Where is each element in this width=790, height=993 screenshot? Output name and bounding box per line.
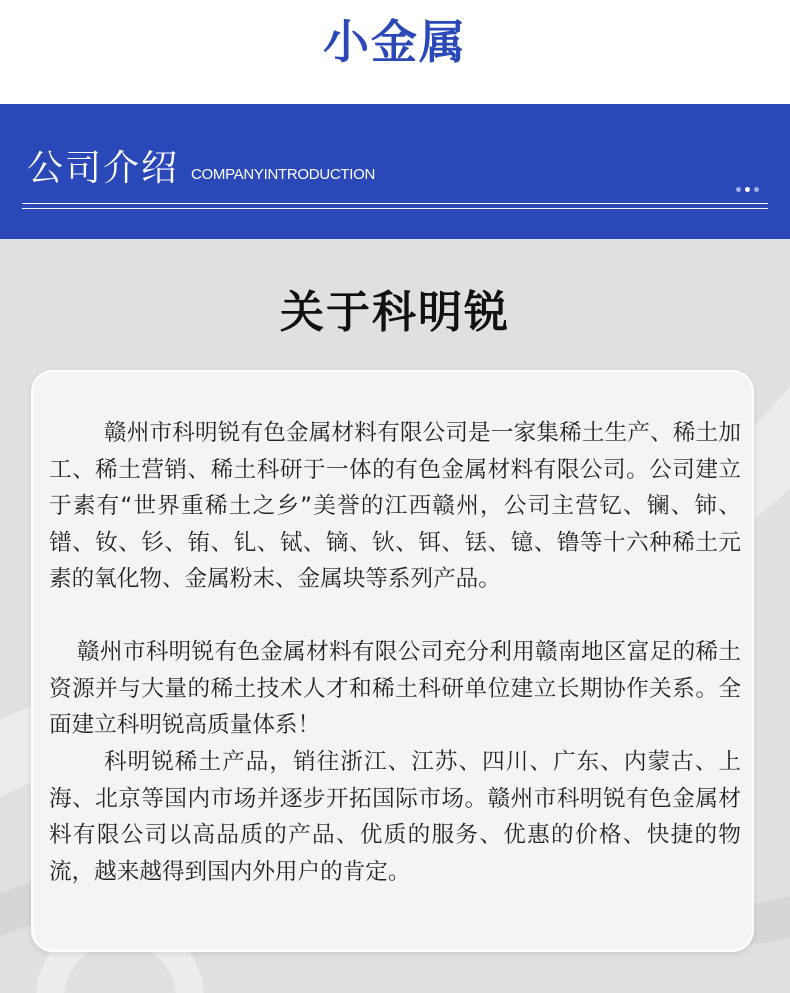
intro-paragraph: 赣州市科明锐有色金属材料有限公司是一家集稀土生产、稀土加工、稀土营销、稀土科研于一体的有色金属材料有限公司。公司建立于素有“世界重稀土之乡”美誉的江西赣州，公司主营钇、镧、铈、镨、钕、钐、铕、钆、铽、镝、钬、铒、铥、镱、镥等十六种稀土元素的氧化物、金属粉末、金属块等系列产品。 [49, 420, 741, 593]
intro-paragraph: 科明锐稀土产品，销往浙江、江苏、四川、广东、内蒙古、上海、北京等国内市场并逐步开拓国际市场。赣州市科明锐有色金属材料有限公司以高品质的产品、优质的服务、优惠的价格、快捷的物流，越来越得到国内外用户的肯定。 [49, 749, 741, 885]
page-title: 小金属 [323, 15, 467, 69]
banner-dots-decoration [736, 187, 759, 192]
banner-title-cn: 公司介绍 [27, 148, 180, 189]
banner-divider [22, 203, 768, 209]
section-heading: 关于科明锐 [280, 287, 510, 338]
intro-paragraph: 赣州市科明锐有色金属材料有限公司充分利用赣南地区富足的稀土资源并与大量的稀土技术人才和稀土科研单位建立长期协作关系。全面建立科明锐高质量体系！ [49, 639, 741, 739]
section-banner [0, 104, 790, 239]
dot-icon [736, 187, 741, 192]
page-header [0, 0, 790, 104]
dot-icon [745, 187, 750, 192]
dot-icon [754, 187, 759, 192]
banner-title-en: COMPANYINTRODUCTION [191, 166, 376, 183]
intro-card [31, 370, 754, 952]
